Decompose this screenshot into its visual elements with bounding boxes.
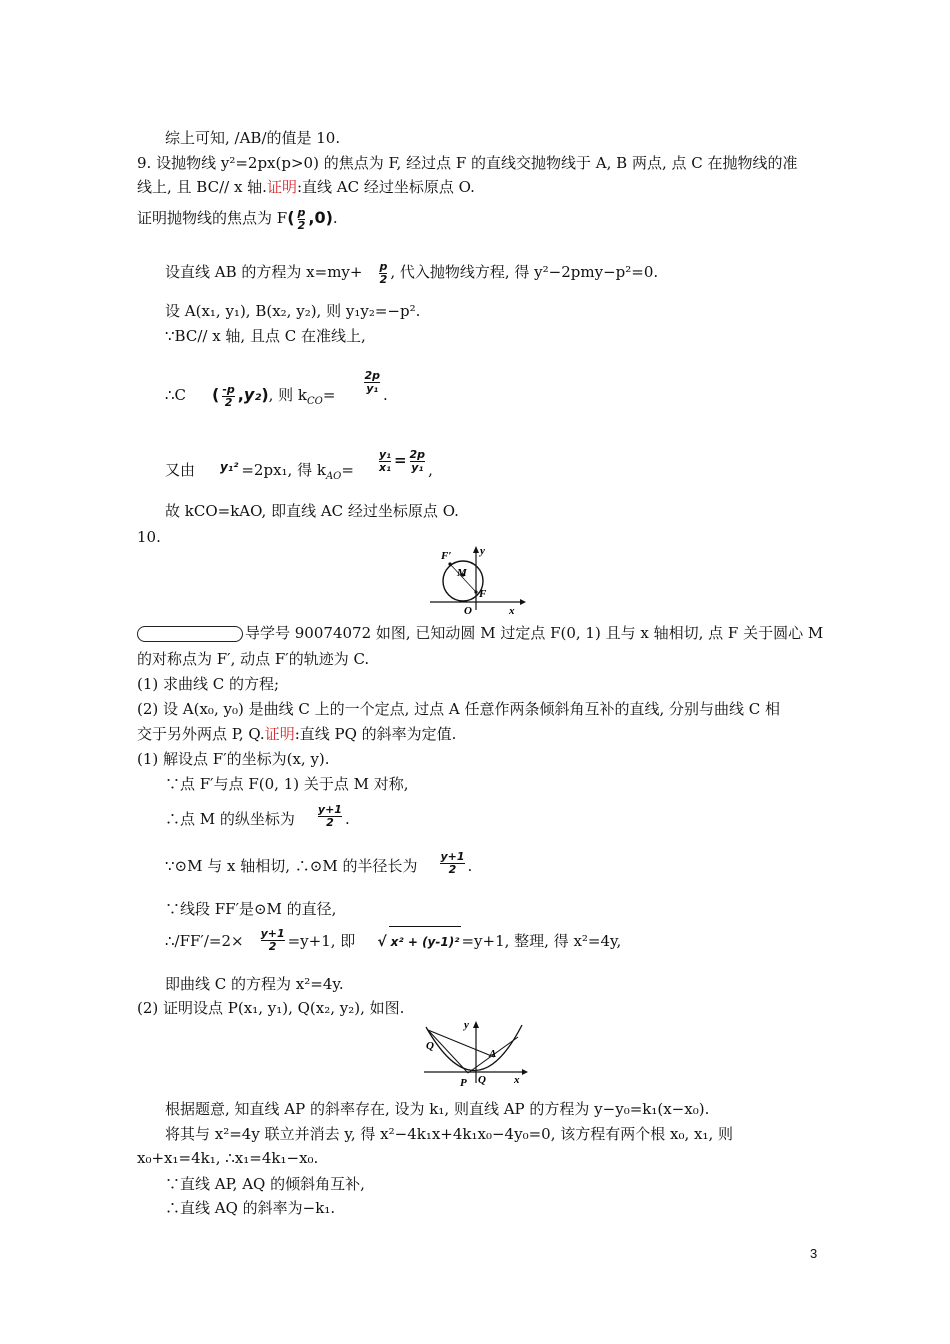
text: 交于另外两点 P, Q. <box>137 725 265 743</box>
label-p: P <box>460 1077 467 1089</box>
text-line: (2) 证明设点 P(x₁, y₁), Q(x₂, y₂), 如图. <box>137 999 405 1017</box>
fraction: $\frac{y+1}{2}$ <box>440 849 465 876</box>
text-line: (1) 求曲线 C 的方程; <box>137 675 280 693</box>
text-line <box>137 724 456 744</box>
text-line <box>165 368 388 417</box>
page-number: 3 <box>810 1246 818 1261</box>
text-line <box>137 623 823 643</box>
y-axis-arrow <box>473 1021 479 1028</box>
paren: , <box>237 385 244 404</box>
subscript: CO <box>307 396 323 407</box>
formula <box>376 447 428 474</box>
text-line: 故 kCO=kAO, 即直线 AC 经过坐标原点 O. <box>165 502 459 520</box>
text-line: ∵线段 FF′是⊙M 的直径, <box>165 900 337 918</box>
label-q-top: Q <box>426 1040 434 1052</box>
text-line: 即曲线 C 的方程为 x²=4y. <box>165 975 344 993</box>
text-line: (1) 解设点 F′的坐标为(x, y). <box>137 750 330 768</box>
label-y: y <box>464 1019 469 1031</box>
text: :直线 AC 经过坐标原点 O. <box>296 178 475 196</box>
problem-9-statement: 9. 设抛物线 y²=2px(p>0) 的焦点为 F, 经过点 F 的直线交抛物线于 A, B 两点, 点 C 在抛物线的准 <box>137 154 798 172</box>
label-f-prime: F′ <box>441 550 452 562</box>
fraction: $\frac{p}{2}$ <box>297 205 306 232</box>
problem-10-number: 10. <box>137 528 161 546</box>
label-y: y <box>480 545 485 557</box>
text-line: ∵直线 AP, AQ 的倾斜角互补, <box>165 1175 365 1193</box>
paren: ( <box>287 208 295 227</box>
text-line: x₀+x₁=4k₁, ∴x₁=4k₁−x₀. <box>137 1149 319 1167</box>
paren: ( <box>212 385 220 404</box>
fraction: $\frac{p}{2}$ <box>379 259 388 286</box>
label-a: A <box>489 1048 497 1060</box>
paren: ) <box>261 385 269 404</box>
fraction: $\frac{-p}{2}$ <box>222 382 235 409</box>
text-line <box>165 849 473 880</box>
text: . <box>332 209 338 227</box>
text-line: ∵点 F′与点 F(0, 1) 关于点 M 对称, <box>165 775 409 793</box>
text-line: 将其与 x²=4y 联立并消去 y, 得 x²−4k₁x+4k₁x₀−4y₀=0, 该方程有两个根 x₀, x₁, 则 <box>165 1125 734 1143</box>
text: = <box>322 386 336 404</box>
x-axis-arrow <box>522 1069 528 1075</box>
text: , <box>428 461 433 479</box>
chord-aq <box>428 1030 494 1057</box>
text: ∴C <box>165 386 187 404</box>
text: . <box>383 386 388 404</box>
text-line: 设 A(x₁, y₁), B(x₂, y₂), 则 y₁y₂=−p². <box>165 302 421 320</box>
fraction: $\frac{2p}{\text{y₁}}$ <box>409 447 426 474</box>
text: 导学号 90074072 如图, 已知动圆 M 过定点 F(0, 1) 且与 x 轴相切, 点 F 关于圆心 M <box>245 624 824 642</box>
text-line <box>165 802 350 833</box>
text: 证明抛物线的焦点为 F <box>137 209 288 227</box>
text: :直线 PQ 的斜率为定值. <box>294 725 457 743</box>
text: 又由 <box>165 461 196 479</box>
text: 设直线 AB 的方程为 x=my+ <box>165 263 363 281</box>
equals: = <box>393 451 407 469</box>
text-line <box>165 447 433 492</box>
parabola-curve <box>426 1025 522 1071</box>
text: . <box>344 810 350 828</box>
x-axis-arrow <box>520 599 526 605</box>
text-line: 综上可知, /AB/的值是 10. <box>165 129 341 147</box>
text-line <box>137 205 338 232</box>
fraction: $\frac{2p}{\text{y₁}}$ <box>364 368 380 395</box>
fraction: $\frac{y+1}{2}$ <box>317 802 342 829</box>
label-f: F <box>479 588 487 600</box>
paren: y₂ <box>243 385 262 404</box>
subscript: AO <box>325 471 342 482</box>
text: =2px₁, 得 k <box>241 461 326 479</box>
label-q-bottom: Q <box>478 1074 486 1086</box>
text: , 则 k <box>268 386 308 404</box>
radicand: x² + (y-1)² <box>389 926 462 957</box>
text: , 代入抛物线方程, 得 y²−2pmy−p²=0. <box>390 263 659 281</box>
text: ∴点 M 的纵坐标为 <box>165 810 295 828</box>
text: =y+1, 即 <box>287 932 356 950</box>
figure-parabola-chords <box>418 1015 530 1091</box>
text-line: ∴直线 AQ 的斜率为−k₁. <box>165 1199 336 1217</box>
text-line <box>165 926 621 957</box>
label-x: x <box>514 1074 520 1086</box>
proof-label: 证明 <box>266 178 297 196</box>
text-line <box>137 177 475 197</box>
paren: ) <box>325 208 333 227</box>
text-line: ∵BC// x 轴, 且点 C 在准线上, <box>165 327 366 345</box>
text-line: (2) 设 A(x₀, y₀) 是曲线 C 上的一个定点, 过点 A 任意作两条倾斜角互补的直线, 分别与曲线 C 相 <box>137 700 781 718</box>
proof-label: 证明 <box>264 725 295 743</box>
fraction: $\frac{y+1}{2}$ <box>260 926 285 953</box>
paren: , <box>308 208 315 227</box>
badge-outline <box>137 626 243 642</box>
text-line: 的对称点为 F′, 动点 F′的轨迹为 C. <box>137 650 370 668</box>
radical-sign: √ <box>377 934 387 950</box>
paren: 0 <box>314 208 326 227</box>
chord-pq <box>428 1030 468 1073</box>
figure-circle-tangent <box>426 544 526 616</box>
text: . <box>467 857 473 875</box>
label-o: O <box>464 605 472 616</box>
text: ∴/FF′/=2× <box>165 932 244 950</box>
fraction: $\frac{\text{y₁}}{\text{x₁}}$ <box>378 447 391 474</box>
y1-squared: y₁² <box>220 460 239 474</box>
y-axis-arrow <box>473 546 479 553</box>
text: ∵⊙M 与 x 轴相切, ∴⊙M 的半径长为 <box>165 857 418 875</box>
text-line: 根据题意, 知直线 AP 的斜率存在, 设为 k₁, 则直线 AP 的方程为 y−y₀=k₁(x−x₀). <box>165 1100 710 1118</box>
label-m: M <box>457 567 467 579</box>
text: 线上, 且 BC// x 轴. <box>137 178 267 196</box>
text-line <box>165 258 658 286</box>
label-x: x <box>509 605 515 616</box>
text: = <box>341 461 354 479</box>
text: =y+1, 整理, 得 x²=4y, <box>461 932 622 950</box>
